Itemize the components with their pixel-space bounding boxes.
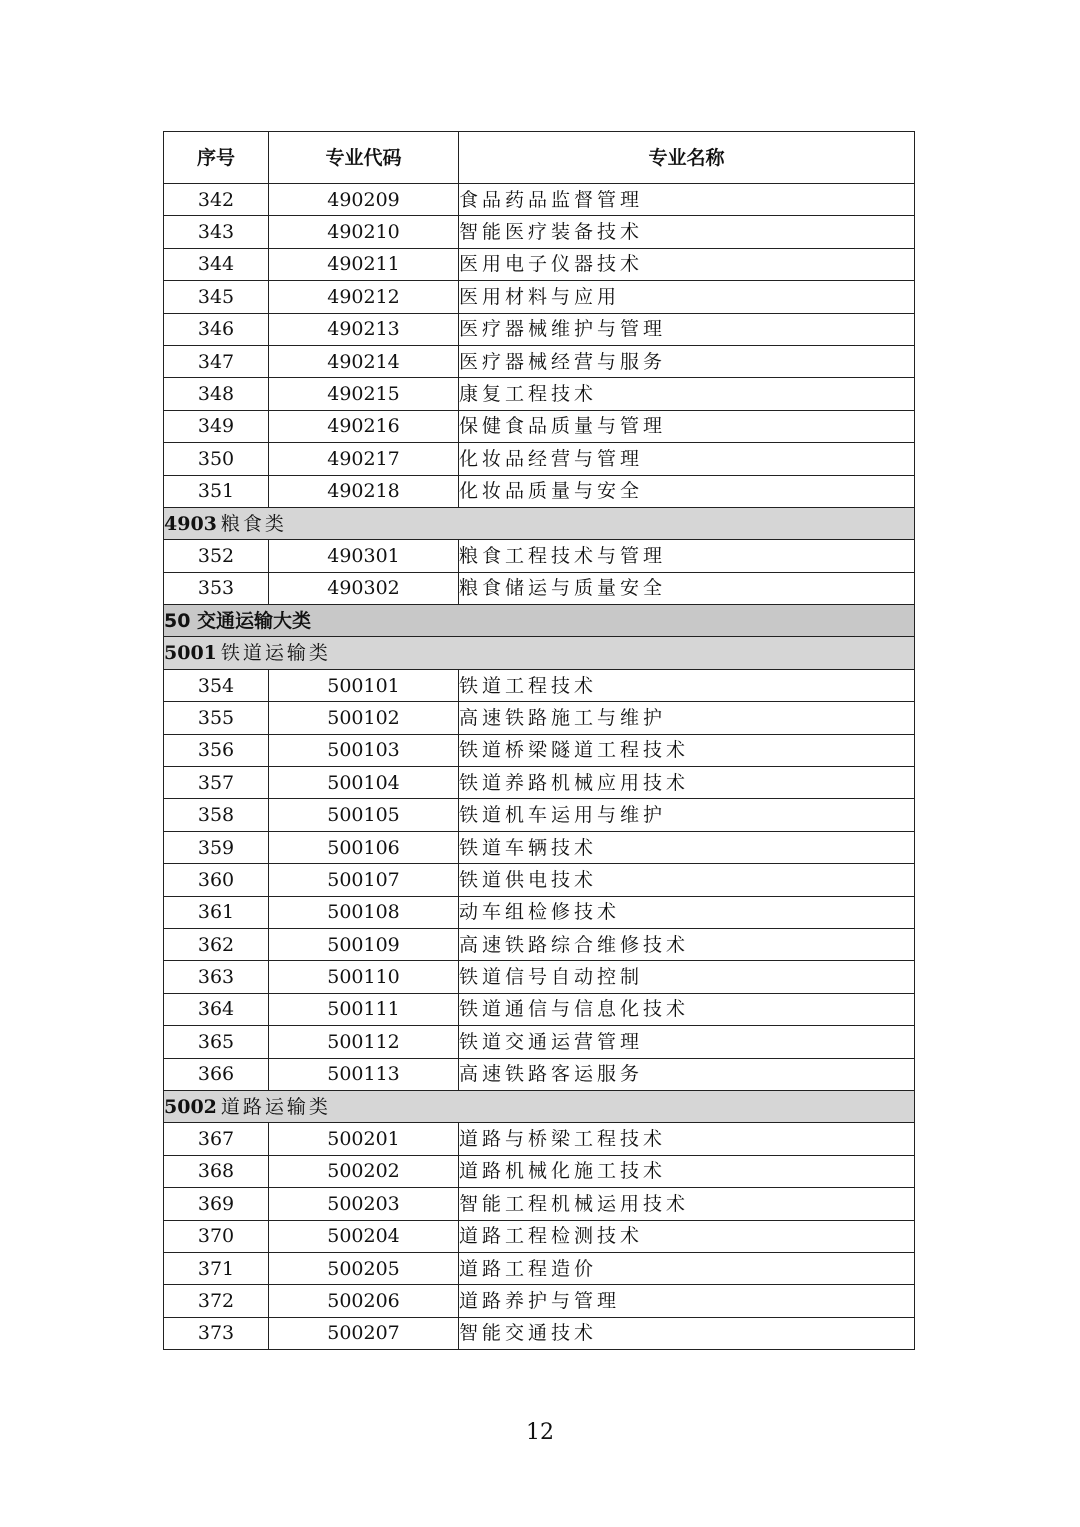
major-name-cell: 铁道信号自动控制 (459, 961, 915, 993)
serial-number-cell: 364 (164, 993, 269, 1025)
major-code-cell: 490217 (269, 443, 459, 475)
table-row (164, 1285, 915, 1317)
major-name-cell: 智能医疗装备技术 (459, 216, 915, 248)
major-code-cell: 490218 (269, 475, 459, 507)
major-code-cell: 490213 (269, 313, 459, 345)
table-row (164, 1123, 915, 1155)
category-name: 道路运输类 (220, 1095, 331, 1118)
major-name-cell: 道路与桥梁工程技术 (459, 1123, 915, 1155)
serial-number-cell: 362 (164, 928, 269, 960)
major-category-row (164, 605, 915, 637)
table-row (164, 767, 915, 799)
serial-number-cell: 352 (164, 540, 269, 572)
major-name-cell: 道路养护与管理 (459, 1285, 915, 1317)
table-row (164, 1252, 915, 1284)
table-row (164, 248, 915, 280)
major-code-cell: 500112 (269, 1026, 459, 1058)
serial-number-cell: 351 (164, 475, 269, 507)
major-code-cell: 490302 (269, 572, 459, 604)
table-row (164, 1220, 915, 1252)
major-name-cell: 化妆品经营与管理 (459, 443, 915, 475)
serial-number-cell: 359 (164, 831, 269, 863)
major-code-cell: 500202 (269, 1155, 459, 1187)
table-row (164, 378, 915, 410)
major-name-cell: 铁道供电技术 (459, 864, 915, 896)
serial-number-cell: 357 (164, 767, 269, 799)
table-row (164, 831, 915, 863)
table-row (164, 1188, 915, 1220)
table-row (164, 475, 915, 507)
major-name-cell: 动车组检修技术 (459, 896, 915, 928)
category-cell (164, 507, 915, 539)
category-code: 5001 (164, 642, 217, 665)
table-row (164, 345, 915, 377)
major-code-cell: 500205 (269, 1252, 459, 1284)
major-code-cell: 500102 (269, 702, 459, 734)
table-row (164, 281, 915, 313)
serial-number-cell: 369 (164, 1188, 269, 1220)
major-name-cell: 铁道车辆技术 (459, 831, 915, 863)
major-code-cell: 500104 (269, 767, 459, 799)
category-name: 铁道运输类 (220, 642, 331, 665)
serial-number-cell: 356 (164, 734, 269, 766)
serial-number-cell: 360 (164, 864, 269, 896)
serial-number-cell: 372 (164, 1285, 269, 1317)
page-number: 12 (526, 1420, 554, 1445)
serial-number-cell: 367 (164, 1123, 269, 1155)
table-row (164, 313, 915, 345)
major-name-cell: 智能工程机械运用技术 (459, 1188, 915, 1220)
category-row (164, 637, 915, 669)
serial-number-cell: 355 (164, 702, 269, 734)
major-name-cell: 智能交通技术 (459, 1317, 915, 1349)
table-row (164, 443, 915, 475)
major-name-cell: 粮食工程技术与管理 (459, 540, 915, 572)
serial-number-cell: 347 (164, 345, 269, 377)
major-name-cell: 医疗器械维护与管理 (459, 313, 915, 345)
major-name-cell: 保健食品质量与管理 (459, 410, 915, 442)
major-name-cell: 铁道机车运用与维护 (459, 799, 915, 831)
table-row (164, 961, 915, 993)
major-name-cell: 医疗器械经营与服务 (459, 345, 915, 377)
major-name-cell: 化妆品质量与安全 (459, 475, 915, 507)
table-row (164, 896, 915, 928)
major-category-label: 50 交通运输大类 (164, 605, 915, 637)
major-code-cell: 500203 (269, 1188, 459, 1220)
major-name-cell: 高速铁路施工与维护 (459, 702, 915, 734)
major-code-cell: 500111 (269, 993, 459, 1025)
serial-number-cell: 344 (164, 248, 269, 280)
major-code-cell: 500110 (269, 961, 459, 993)
serial-number-cell: 349 (164, 410, 269, 442)
serial-number-cell: 342 (164, 184, 269, 216)
serial-number-cell: 353 (164, 572, 269, 604)
major-name-cell: 铁道工程技术 (459, 669, 915, 701)
table-row (164, 540, 915, 572)
table-row (164, 669, 915, 701)
major-code-cell: 500201 (269, 1123, 459, 1155)
major-name-cell: 康复工程技术 (459, 378, 915, 410)
table-row (164, 799, 915, 831)
serial-number-cell: 358 (164, 799, 269, 831)
serial-number-cell: 354 (164, 669, 269, 701)
major-code-cell: 500101 (269, 669, 459, 701)
category-row (164, 1090, 915, 1122)
category-cell (164, 1090, 915, 1122)
header-major-code: 专业代码 (269, 132, 459, 184)
serial-number-cell: 346 (164, 313, 269, 345)
table-row (164, 1317, 915, 1349)
major-code-cell: 500108 (269, 896, 459, 928)
major-name-cell: 高速铁路综合维修技术 (459, 928, 915, 960)
serial-number-cell: 361 (164, 896, 269, 928)
major-name-cell: 高速铁路客运服务 (459, 1058, 915, 1090)
major-code-cell: 500204 (269, 1220, 459, 1252)
category-name: 粮食类 (220, 512, 287, 535)
major-name-cell: 道路工程造价 (459, 1252, 915, 1284)
table-row (164, 734, 915, 766)
serial-number-cell: 348 (164, 378, 269, 410)
major-code-cell: 500103 (269, 734, 459, 766)
major-code-cell: 500107 (269, 864, 459, 896)
table-row (164, 993, 915, 1025)
major-code-cell: 490301 (269, 540, 459, 572)
serial-number-cell: 365 (164, 1026, 269, 1058)
major-name-cell: 道路机械化施工技术 (459, 1155, 915, 1187)
category-cell (164, 637, 915, 669)
table-row (164, 1058, 915, 1090)
major-code-cell: 490212 (269, 281, 459, 313)
major-code-cell: 490210 (269, 216, 459, 248)
major-code-cell: 490215 (269, 378, 459, 410)
header-major-name: 专业名称 (459, 132, 915, 184)
major-catalog-table (163, 131, 915, 1350)
major-code-cell: 500105 (269, 799, 459, 831)
major-name-cell: 医用电子仪器技术 (459, 248, 915, 280)
major-name-cell: 铁道交通运营管理 (459, 1026, 915, 1058)
major-code-cell: 500113 (269, 1058, 459, 1090)
table-header (164, 132, 915, 184)
serial-number-cell: 345 (164, 281, 269, 313)
major-name-cell: 食品药品监督管理 (459, 184, 915, 216)
table-body (164, 184, 915, 1350)
table-row (164, 184, 915, 216)
major-name-cell: 铁道通信与信息化技术 (459, 993, 915, 1025)
major-code-cell: 500207 (269, 1317, 459, 1349)
major-name-cell: 粮食储运与质量安全 (459, 572, 915, 604)
major-name-cell: 铁道养路机械应用技术 (459, 767, 915, 799)
major-code-cell: 490211 (269, 248, 459, 280)
table-row (164, 928, 915, 960)
serial-number-cell: 370 (164, 1220, 269, 1252)
category-row (164, 507, 915, 539)
table-row (164, 702, 915, 734)
major-code-cell: 490214 (269, 345, 459, 377)
table-row (164, 572, 915, 604)
table-row (164, 1155, 915, 1187)
serial-number-cell: 373 (164, 1317, 269, 1349)
category-code: 4903 (164, 512, 217, 535)
serial-number-cell: 368 (164, 1155, 269, 1187)
major-name-cell: 铁道桥梁隧道工程技术 (459, 734, 915, 766)
serial-number-cell: 343 (164, 216, 269, 248)
table-row (164, 1026, 915, 1058)
major-code-cell: 490216 (269, 410, 459, 442)
category-code: 5002 (164, 1095, 217, 1118)
header-serial-number: 序号 (164, 132, 269, 184)
serial-number-cell: 366 (164, 1058, 269, 1090)
serial-number-cell: 363 (164, 961, 269, 993)
table-row (164, 864, 915, 896)
major-code-cell: 500106 (269, 831, 459, 863)
serial-number-cell: 371 (164, 1252, 269, 1284)
major-name-cell: 医用材料与应用 (459, 281, 915, 313)
serial-number-cell: 350 (164, 443, 269, 475)
header-row (164, 132, 915, 184)
major-code-cell: 500206 (269, 1285, 459, 1317)
major-code-cell: 490209 (269, 184, 459, 216)
major-name-cell: 道路工程检测技术 (459, 1220, 915, 1252)
table-row (164, 410, 915, 442)
major-code-cell: 500109 (269, 928, 459, 960)
table-row (164, 216, 915, 248)
